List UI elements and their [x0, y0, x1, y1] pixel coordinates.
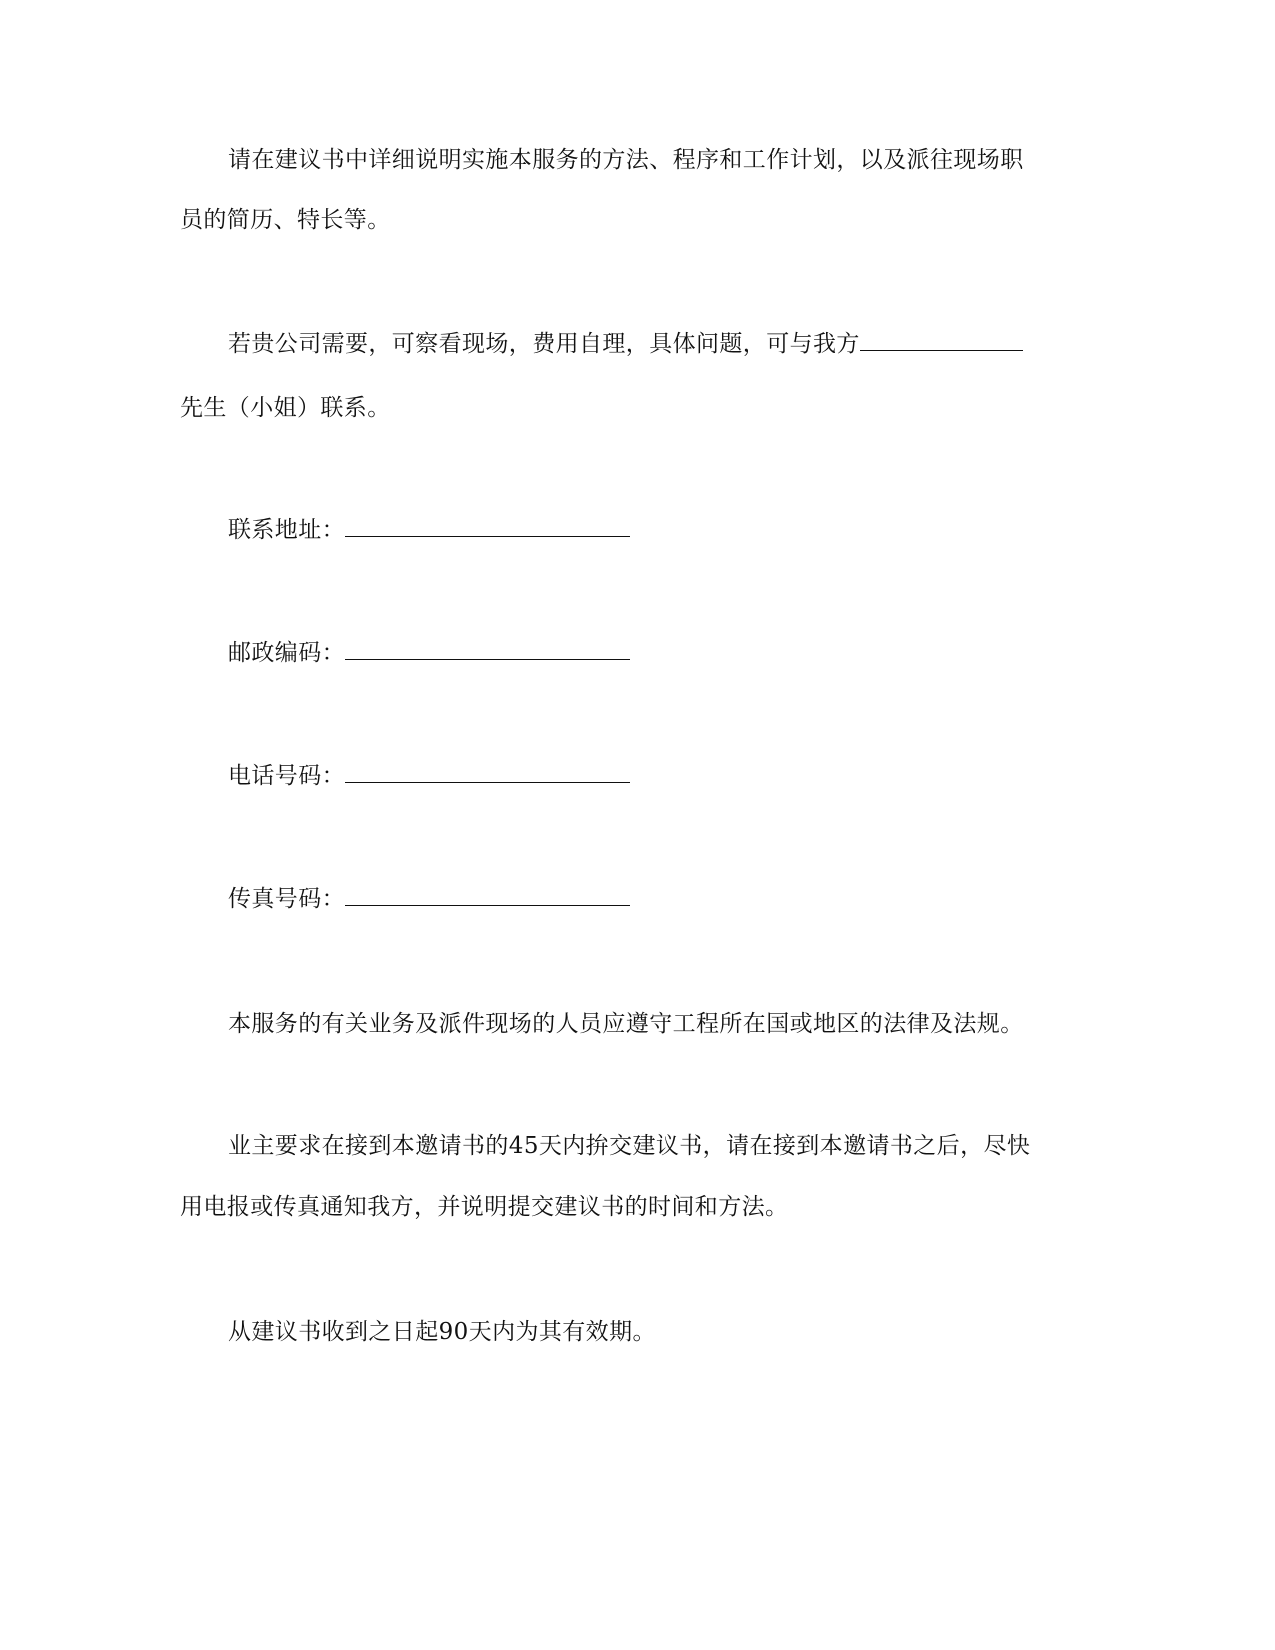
address-label: 联系地址： [228, 517, 345, 543]
site-visit-text: 若贵公司需要，可察看现场，费用自理，具体问题，可与我方 [228, 331, 860, 357]
paragraph-compliance: 本服务的有关业务及派件现场的人员应遵守工程所在国或地区的法律及法规。 [228, 1011, 1024, 1037]
address-field [228, 514, 630, 546]
postcode-label: 邮政编码： [228, 640, 345, 666]
paragraph-site-visit-line-1 [228, 328, 1023, 360]
paragraph-submission-line-1: 业主要求在接到本邀请书的45天内拚交建议书，请在接到本邀请书之后，尽快 [228, 1133, 1031, 1159]
phone-field [228, 760, 630, 792]
paragraph-submission-line-2: 用电报或传真通知我方，并说明提交建议书的时间和方法。 [180, 1194, 789, 1220]
phone-label: 电话号码： [228, 763, 345, 789]
paragraph-validity: 从建议书收到之日起90天内为其有效期。 [228, 1319, 656, 1345]
postcode-field [228, 637, 630, 669]
paragraph-site-visit-line-2: 先生（小姐）联系。 [180, 395, 391, 421]
fax-field [228, 883, 630, 915]
postcode-blank[interactable] [345, 637, 630, 660]
fax-blank[interactable] [345, 883, 630, 906]
address-blank[interactable] [345, 514, 630, 537]
contact-person-blank[interactable] [860, 328, 1023, 351]
paragraph-method-line-1: 请在建议书中详细说明实施本服务的方法、程序和工作计划，以及派往现场职 [228, 147, 1024, 173]
fax-label: 传真号码： [228, 886, 345, 912]
paragraph-method-line-2: 员的简历、特长等。 [180, 207, 391, 233]
phone-blank[interactable] [345, 760, 630, 783]
